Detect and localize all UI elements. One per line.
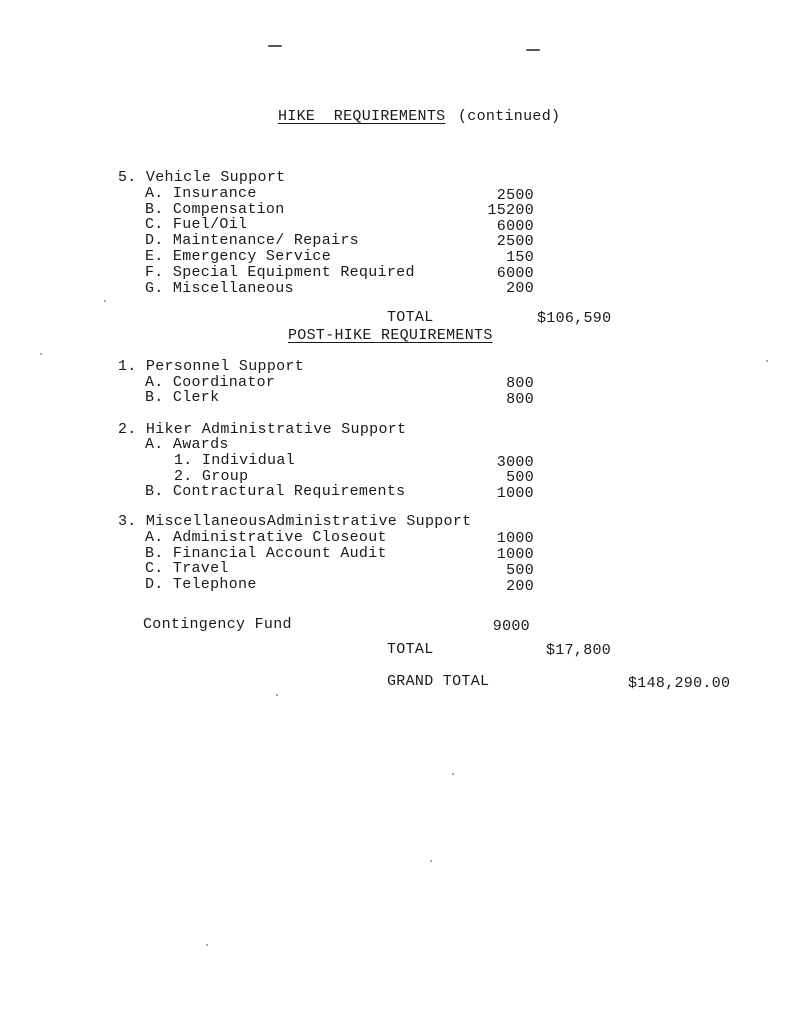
- line-item-label: E. Emergency Service: [145, 248, 332, 265]
- line-item-amount: 6000: [496, 265, 534, 282]
- scan-speck: [766, 360, 768, 362]
- line-item-label: 2. Group: [174, 468, 249, 485]
- line-item-amount: 2500: [496, 187, 534, 204]
- line-item-amount: 150: [506, 249, 534, 266]
- line-item-amount: 800: [506, 391, 534, 408]
- scan-mark: [268, 45, 282, 47]
- section-total-value: $106,590: [537, 310, 612, 327]
- line-item-label: G. Miscellaneous: [145, 280, 294, 297]
- line-item-amount: 500: [506, 562, 534, 579]
- line-item-label: B. Compensation: [145, 201, 285, 218]
- grand-total-value: $148,290.00: [628, 675, 731, 692]
- line-item-label: B. Clerk: [145, 389, 220, 406]
- scan-speck: [206, 944, 208, 946]
- scan-speck: [430, 860, 432, 862]
- line-item-amount: 15200: [487, 202, 534, 219]
- scan-speck: [40, 353, 42, 355]
- line-item-amount: 1000: [496, 546, 534, 563]
- line-item-amount: 500: [506, 469, 534, 486]
- line-item-amount: 1000: [496, 530, 534, 547]
- contingency-amount: 9000: [492, 618, 530, 635]
- page-subtitle: (continued): [458, 108, 561, 125]
- line-item-label: 1. Individual: [174, 452, 295, 469]
- section-heading: 1. Personnel Support: [118, 358, 305, 375]
- section-heading: 3. MiscellaneousAdministrative Support: [118, 513, 472, 530]
- section-heading: 5. Vehicle Support: [118, 169, 286, 186]
- line-item-amount: 1000: [496, 485, 534, 502]
- line-item-label: A. Coordinator: [145, 374, 276, 391]
- grand-total-label: GRAND TOTAL: [387, 673, 490, 690]
- line-item-amount: 6000: [496, 218, 534, 235]
- contingency-label: Contingency Fund: [143, 616, 292, 633]
- line-item-amount: 800: [506, 375, 534, 392]
- page-title: HIKE REQUIREMENTS: [278, 108, 446, 125]
- section-title: POST-HIKE REQUIREMENTS: [288, 327, 493, 344]
- scan-mark: [526, 49, 540, 51]
- line-item-amount: 200: [506, 578, 534, 595]
- line-item-label: D. Telephone: [145, 576, 257, 593]
- section-total-label: TOTAL: [387, 641, 434, 658]
- scan-speck: [104, 300, 106, 302]
- scan-speck: [276, 694, 278, 696]
- line-item-label: B. Contractural Requirements: [145, 483, 406, 500]
- line-item-label: A. Administrative Closeout: [145, 529, 387, 546]
- line-item-label: B. Financial Account Audit: [145, 545, 387, 562]
- line-item-label: C. Travel: [145, 560, 229, 577]
- line-item-label: D. Maintenance/ Repairs: [145, 232, 359, 249]
- section-heading: 2. Hiker Administrative Support: [118, 421, 407, 438]
- section-total-value: $17,800: [546, 642, 612, 659]
- line-item-label: F. Special Equipment Required: [145, 264, 415, 281]
- line-item-amount: 3000: [496, 454, 534, 471]
- line-item-amount: 200: [506, 280, 534, 297]
- scan-speck: [452, 773, 454, 775]
- line-item-label: C. Fuel/Oil: [145, 216, 248, 233]
- line-item-amount: 2500: [496, 233, 534, 250]
- section-total-label: TOTAL: [387, 309, 434, 326]
- line-item-label: A. Insurance: [145, 185, 257, 202]
- sub-heading: A. Awards: [145, 436, 229, 453]
